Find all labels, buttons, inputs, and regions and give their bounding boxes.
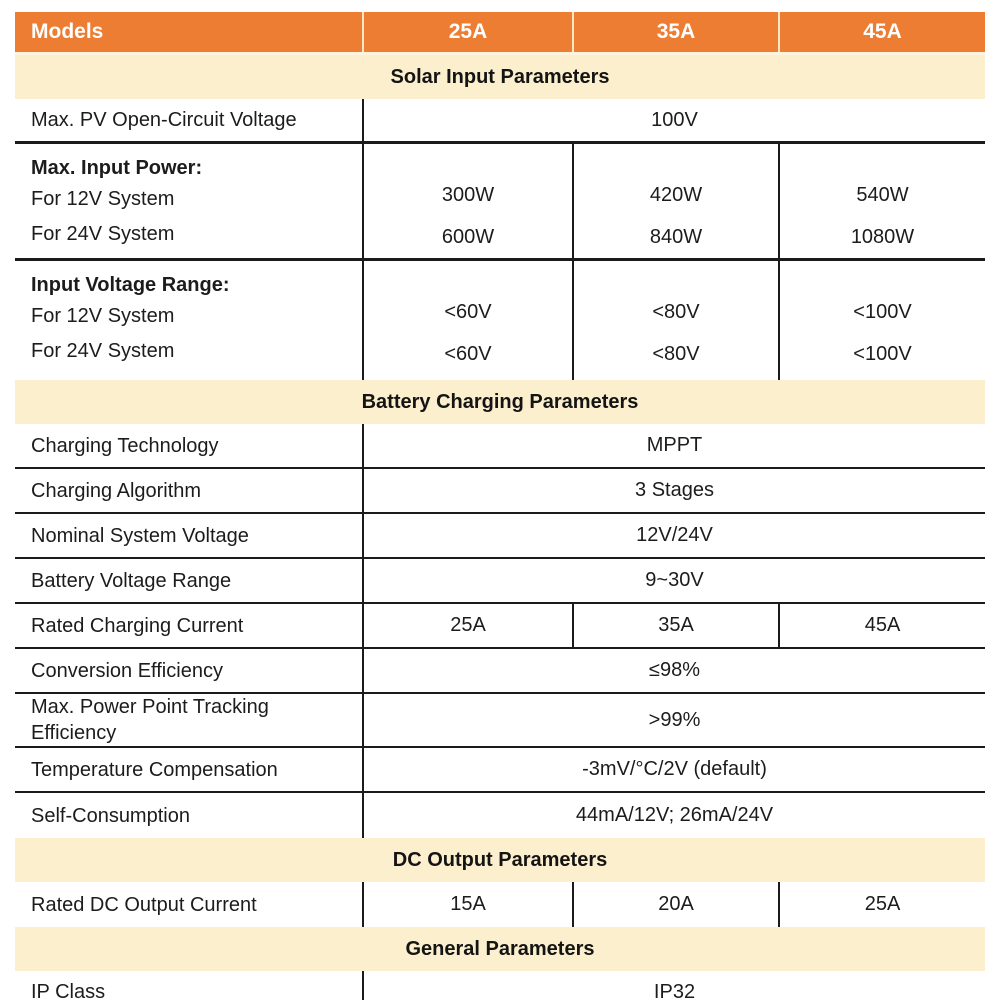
row-label: Charging Technology xyxy=(31,434,219,457)
value-12v: 300W xyxy=(441,184,495,206)
value-24v: <80V xyxy=(652,343,700,365)
row-label: Battery Voltage Range xyxy=(31,569,232,592)
spec-table xyxy=(15,12,985,1000)
header-col-25a: 25A xyxy=(362,12,572,52)
section-band-general xyxy=(15,927,985,971)
row-label: Nominal System Voltage xyxy=(31,524,249,547)
section-band-solar-input xyxy=(15,55,985,99)
row-value: 44mA/12V; 26mA/24V xyxy=(362,793,985,838)
row-value: -3mV/°C/2V (default) xyxy=(362,748,985,791)
row-label: IP Class xyxy=(31,981,106,1000)
group-label xyxy=(15,144,362,258)
row-input-voltage-range xyxy=(15,261,985,380)
group-values-45a xyxy=(778,261,985,380)
group-values-35a xyxy=(572,261,778,380)
group-values-25a xyxy=(362,261,572,380)
row-mppt-efficiency xyxy=(15,694,985,748)
group-title: Input Voltage Range: xyxy=(31,274,230,296)
table-header-row xyxy=(15,12,985,55)
row-label: Max. Power Point Tracking Efficiency xyxy=(31,696,269,744)
group-values-35a xyxy=(572,144,778,258)
row-max-pv-voltage xyxy=(15,99,985,144)
value-45a: 45A xyxy=(778,604,985,647)
row-value: ≤98% xyxy=(362,649,985,692)
row-value: IP32 xyxy=(362,971,985,1000)
row-value: 3 Stages xyxy=(362,469,985,512)
value-25a: 25A xyxy=(362,604,572,647)
group-label xyxy=(15,261,362,380)
section-title: DC Output Parameters xyxy=(392,848,608,871)
value-24v: 1080W xyxy=(850,226,915,248)
row-rated-dc-output-current xyxy=(15,882,985,927)
row-value: 100V xyxy=(362,99,985,141)
header-col-35a: 35A xyxy=(572,12,778,52)
section-band-battery-charging xyxy=(15,380,985,424)
value-25a: 15A xyxy=(362,882,572,927)
value-12v: 540W xyxy=(856,184,909,206)
row-max-input-power xyxy=(15,144,985,261)
group-sub-12v: For 12V System xyxy=(31,188,175,210)
row-temperature-compensation xyxy=(15,748,985,793)
row-conversion-efficiency xyxy=(15,649,985,694)
row-label: Self-Consumption xyxy=(31,804,190,827)
section-title: Battery Charging Parameters xyxy=(361,390,639,413)
row-battery-voltage-range xyxy=(15,559,985,604)
value-12v: <100V xyxy=(853,301,912,323)
row-nominal-system-voltage xyxy=(15,514,985,559)
group-sub-12v: For 12V System xyxy=(31,305,175,327)
row-ip-class xyxy=(15,971,985,1000)
group-title: Max. Input Power: xyxy=(31,157,203,179)
value-35a: 20A xyxy=(572,882,778,927)
group-sub-24v: For 24V System xyxy=(31,340,175,362)
group-sub-24v: For 24V System xyxy=(31,223,175,245)
value-24v: <100V xyxy=(853,343,912,365)
section-title: General Parameters xyxy=(405,937,595,960)
row-self-consumption xyxy=(15,793,985,838)
value-24v: 840W xyxy=(649,226,703,248)
row-value: >99% xyxy=(362,694,985,746)
row-value: 12V/24V xyxy=(362,514,985,557)
row-value: MPPT xyxy=(362,424,985,467)
group-values-25a xyxy=(362,144,572,258)
value-24v: <60V xyxy=(444,343,492,365)
row-charging-algorithm xyxy=(15,469,985,514)
value-24v: 600W xyxy=(441,226,495,248)
row-label: Rated Charging Current xyxy=(31,614,244,637)
section-title: Solar Input Parameters xyxy=(390,65,610,88)
row-charging-technology xyxy=(15,424,985,469)
value-12v: 420W xyxy=(649,184,703,206)
value-35a: 35A xyxy=(572,604,778,647)
value-12v: <60V xyxy=(444,301,492,323)
row-rated-charging-current xyxy=(15,604,985,649)
row-label: Temperature Compensation xyxy=(31,758,278,781)
row-label: Max. PV Open-Circuit Voltage xyxy=(31,109,297,131)
row-label: Conversion Efficiency xyxy=(31,659,223,682)
row-label: Charging Algorithm xyxy=(31,479,202,502)
value-45a: 25A xyxy=(778,882,985,927)
row-label: Rated DC Output Current xyxy=(31,893,257,916)
section-band-dc-output xyxy=(15,838,985,882)
value-12v: <80V xyxy=(652,301,700,323)
group-values-45a xyxy=(778,144,985,258)
row-value: 9~30V xyxy=(362,559,985,602)
header-models-cell: Models xyxy=(31,20,104,43)
header-col-45a: 45A xyxy=(778,12,985,52)
